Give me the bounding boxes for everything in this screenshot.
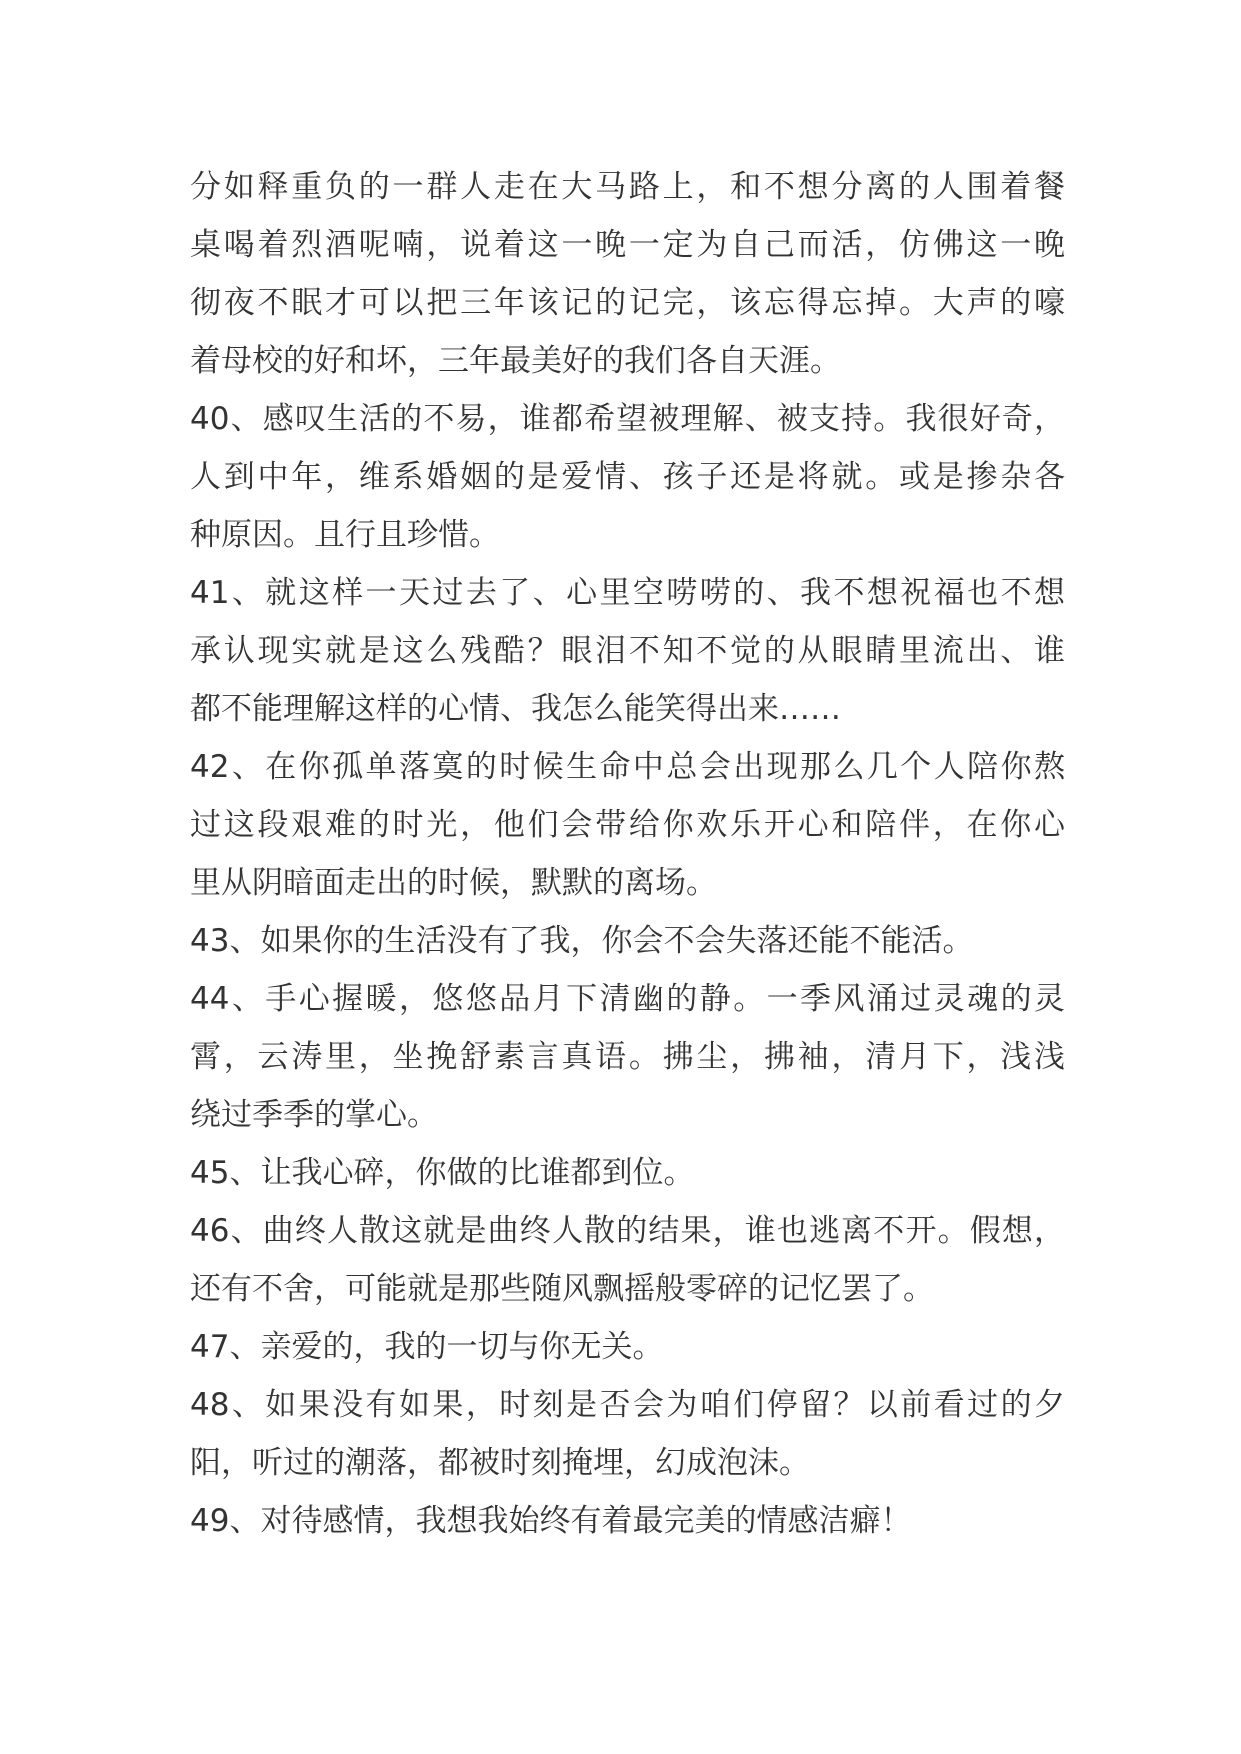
text-line: 绕过季季的掌心。 [190, 1097, 438, 1133]
text-line: 44、手心握暖，悠悠品月下清幽的静。一季风涌过灵魂的灵 [190, 981, 1065, 1017]
text-line: 43、如果你的生活没有了我，你会不会失落还能不能活。 [190, 923, 974, 959]
text-line: 种原因。且行且珍惜。 [190, 517, 500, 553]
text-line: 着母校的好和坏，三年最美好的我们各自天涯。 [190, 343, 841, 379]
text-line: 47、亲爱的，我的一切与你无关。 [190, 1329, 664, 1365]
text-line: 分如释重负的一群人走在大马路上，和不想分离的人围着餐 [190, 169, 1065, 205]
text-line: 42、在你孤单落寞的时候生命中总会出现那么几个人陪你熬 [190, 749, 1065, 785]
text-line: 里从阴暗面走出的时候，默默的离场。 [190, 865, 717, 901]
text-line: 46、曲终人散这就是曲终人散的结果，谁也逃离不开。假想， [190, 1213, 1065, 1249]
text-line: 还有不舍，可能就是那些随风飘摇般零碎的记忆罢了。 [190, 1271, 934, 1307]
text-line: 都不能理解这样的心情、我怎么能笑得出来…… [190, 691, 841, 727]
text-line: 彻夜不眠才可以把三年该记的记完，该忘得忘掉。大声的嚎 [190, 285, 1065, 321]
text-line: 40、感叹生活的不易，谁都希望被理解、被支持。我很好奇， [190, 401, 1065, 437]
text-line: 阳，听过的潮落，都被时刻掩埋，幻成泡沫。 [190, 1445, 810, 1481]
document-body [190, 158, 1065, 1550]
text-line: 霄，云涛里，坐挽舒素言真语。拂尘，拂袖，清月下，浅浅 [190, 1039, 1065, 1075]
text-line: 48、如果没有如果，时刻是否会为咱们停留？以前看过的夕 [190, 1387, 1065, 1423]
text-line: 过这段艰难的时光，他们会带给你欢乐开心和陪伴，在你心 [190, 807, 1065, 843]
text-line: 人到中年，维系婚姻的是爱情、孩子还是将就。或是掺杂各 [190, 459, 1065, 495]
text-line: 45、让我心碎，你做的比谁都到位。 [190, 1155, 695, 1191]
text-line: 49、对待感情，我想我始终有着最完美的情感洁癖！ [190, 1503, 912, 1539]
text-line: 41、就这样一天过去了、心里空唠唠的、我不想祝福也不想 [190, 575, 1065, 611]
text-line: 承认现实就是这么残酷？眼泪不知不觉的从眼睛里流出、谁 [190, 633, 1065, 669]
text-line: 桌喝着烈酒呢喃，说着这一晚一定为自己而活，仿佛这一晚 [190, 227, 1065, 263]
